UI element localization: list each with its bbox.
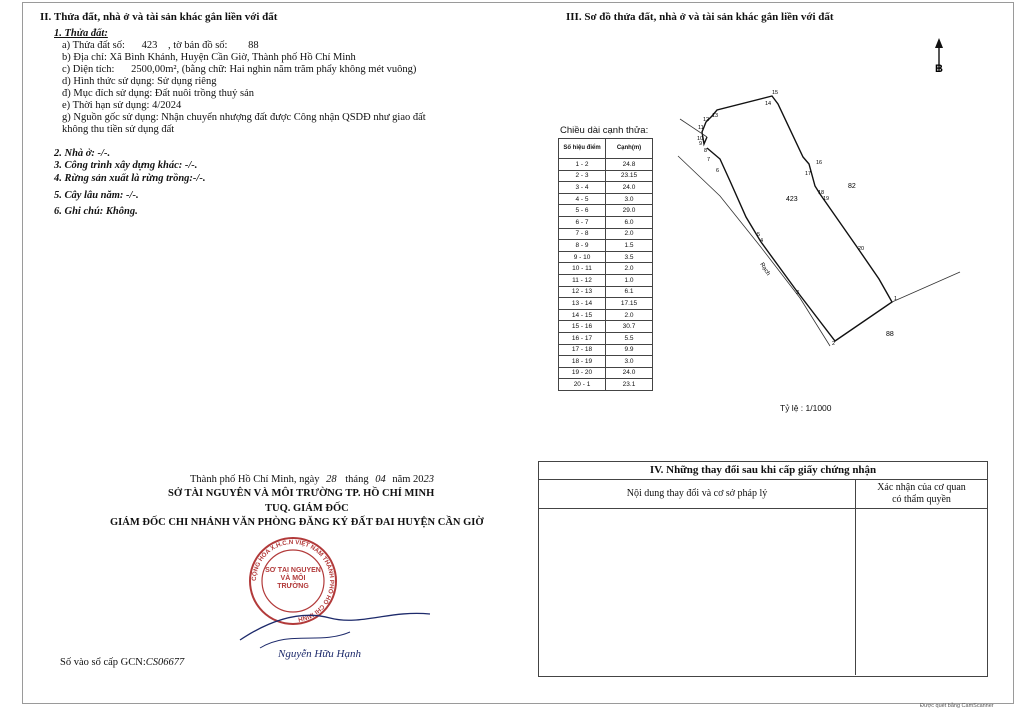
- seal-ring-text: CỘNG HÒA X.H.C.N VIỆT NAM THÀNH PHỐ HỒ CHÍ MINH: [250, 538, 336, 623]
- edge-row: [559, 344, 653, 356]
- parcel-number-line: [62, 40, 259, 52]
- seal-center-text: SỞ TÀI NGUYÊN VÀ MÔI TRƯỜNG: [265, 567, 321, 590]
- edge-points-cell: 5 - 6: [559, 205, 606, 217]
- edges-title: Chiều dài cạnh thửa:: [560, 125, 649, 136]
- point-label: 1: [894, 296, 898, 302]
- usage-term-line: e) Thời hạn sử dụng: 4/2024: [62, 100, 182, 111]
- edge-points-cell: 1 - 2: [559, 159, 606, 171]
- scale-label: Tỷ lệ : 1/1000: [780, 403, 832, 413]
- edge-row: [559, 216, 653, 228]
- changes-box: [538, 461, 988, 677]
- edge-length-cell: 6.0: [606, 216, 653, 228]
- registry-value: CS06677: [145, 657, 185, 668]
- edge-row: [559, 367, 653, 379]
- edge-length-cell: 2.0: [606, 309, 653, 321]
- edge-row: [559, 193, 653, 205]
- edge-points-cell: 10 - 11: [559, 263, 606, 275]
- edge-length-cell: 23.15: [606, 170, 653, 182]
- point-label: 20: [858, 246, 865, 252]
- edge-row: [559, 170, 653, 182]
- edge-length-cell: 1.5: [606, 240, 653, 252]
- changes-header-row: [539, 480, 987, 509]
- date-prefix: Thành phố Hồ Chí Minh, ngày: [190, 474, 320, 485]
- origin-line-2: không thu tiền sử dụng đất: [62, 124, 175, 135]
- point-label: 12: [703, 117, 710, 123]
- usage-form-line: d) Hình thức sử dụng: Sử dụng riêng: [62, 76, 217, 87]
- edge-points-cell: 9 - 10: [559, 251, 606, 263]
- date-month-label: tháng: [345, 474, 369, 485]
- date-month: 04: [375, 474, 386, 485]
- point-label: 17: [805, 171, 812, 177]
- edge-row: [559, 309, 653, 321]
- area-value: 2500,00m², (bằng chữ: Hai nghìn năm trăm phẩy không mét vuông): [131, 64, 417, 75]
- confirm-header-line1: Xác nhận của cơ quan: [877, 482, 966, 493]
- edge-points-cell: 8 - 9: [559, 240, 606, 252]
- edge-row: [559, 356, 653, 368]
- edge-points-cell: 20 - 1: [559, 379, 606, 391]
- edge-length-cell: 3.0: [606, 193, 653, 205]
- edge-length-cell: 9.9: [606, 344, 653, 356]
- item4-forest: 4. Rừng sản xuất là rừng trồng:-/-.: [54, 173, 206, 184]
- item1-title: 1. Thửa đất:: [54, 28, 108, 39]
- edge-row: [559, 251, 653, 263]
- edge-row: [559, 298, 653, 310]
- edge-row: [559, 332, 653, 344]
- origin-line-1: g) Nguồn gốc sử dụng: Nhận chuyển nhượng đất được Công nhận QSDĐ như giao đất: [62, 112, 426, 123]
- parcel-diagram: [660, 36, 990, 376]
- date-year-label: năm 20: [392, 474, 424, 485]
- point-label: 16: [816, 160, 823, 166]
- edge-row: [559, 286, 653, 298]
- edge-row: [559, 321, 653, 333]
- edge-points-cell: 6 - 7: [559, 216, 606, 228]
- changes-col-confirm-header: [856, 480, 987, 508]
- registry-number-line: [60, 657, 184, 669]
- edge-length-cell: 2.0: [606, 263, 653, 275]
- edge-points-cell: 12 - 13: [559, 286, 606, 298]
- point-label: 19: [823, 196, 830, 202]
- changes-title: IV. Những thay đổi sau khi cấp giấy chứng nhận: [539, 462, 987, 480]
- edge-points-cell: 19 - 20: [559, 367, 606, 379]
- area-label: c) Diện tích:: [62, 64, 115, 75]
- edge-length-cell: 3.0: [606, 356, 653, 368]
- date-year: 23: [423, 474, 435, 485]
- edge-length-cell: 6.1: [606, 286, 653, 298]
- point-label: 2: [832, 341, 836, 347]
- edge-length-cell: 23.1: [606, 379, 653, 391]
- north-label: B: [935, 63, 943, 75]
- edge-lengths-table: [558, 138, 653, 391]
- item3-constructions: 3. Công trình xây dựng khác: -/-.: [54, 160, 198, 171]
- edge-length-cell: 30.7: [606, 321, 653, 333]
- edge-length-cell: 17.15: [606, 298, 653, 310]
- changes-body: [539, 509, 987, 675]
- point-label: 13: [712, 113, 719, 119]
- edge-length-cell: 3.5: [606, 251, 653, 263]
- point-label: 14: [765, 101, 772, 107]
- edge-row: [559, 274, 653, 286]
- item6-note: 6. Ghi chú: Không.: [54, 206, 138, 217]
- changes-col-content-header: Nội dung thay đổi và cơ sở pháp lý: [539, 480, 856, 508]
- point-label: 4: [760, 238, 764, 244]
- parcel-label: 423: [786, 196, 798, 203]
- edge-length-cell: 5.5: [606, 332, 653, 344]
- edge-points-cell: 3 - 4: [559, 182, 606, 194]
- item2-house: 2. Nhà ở: -/-.: [54, 148, 111, 159]
- edge-points-cell: 2 - 3: [559, 170, 606, 182]
- point-label: 6: [716, 168, 720, 174]
- issue-date: [190, 474, 434, 486]
- edge-length-cell: 1.0: [606, 274, 653, 286]
- edge-length-cell: 24.0: [606, 182, 653, 194]
- canal-label: Rạch: [758, 261, 771, 277]
- section-iii-title: III. Sơ đồ thửa đất, nhà ở và tài sản khác gắn liền với đất: [566, 11, 834, 23]
- edge-row: [559, 182, 653, 194]
- edge-row: [559, 379, 653, 391]
- edge-length-cell: 29.0: [606, 205, 653, 217]
- edge-points-cell: 11 - 12: [559, 274, 606, 286]
- edge-points-cell: 15 - 16: [559, 321, 606, 333]
- edge-points-cell: 17 - 18: [559, 344, 606, 356]
- authority-name: SỞ TÀI NGUYÊN VÀ MÔI TRƯỜNG TP. HỒ CHÍ MINH: [168, 488, 435, 499]
- point-labels: [697, 90, 897, 347]
- point-label: 18: [818, 190, 825, 196]
- section-ii-title: II. Thửa đất, nhà ở và tài sản khác gắn liền với đất: [40, 11, 278, 23]
- registry-label: Số vào sổ cấp GCN:: [60, 657, 146, 668]
- col-point-header: Số hiệu điểm: [559, 139, 606, 159]
- confirm-header-line2: có thẩm quyền: [892, 494, 951, 505]
- usage-purpose-line: đ) Mục đích sử dụng: Đất nuôi trồng thuỷ sản: [62, 88, 255, 99]
- canal-line: [678, 156, 830, 346]
- edge-points-cell: 7 - 8: [559, 228, 606, 240]
- address-line: b) Địa chỉ: Xã Bình Khánh, Huyện Cần Giờ, Thành phố Hồ Chí Minh: [62, 52, 356, 63]
- edge-length-cell: 24.0: [606, 367, 653, 379]
- col-length-header: Cạnh(m): [606, 139, 653, 159]
- edge-points-cell: 14 - 15: [559, 309, 606, 321]
- edge-length-cell: 2.0: [606, 228, 653, 240]
- changes-content-cell: [539, 509, 856, 675]
- edge-points-cell: 4 - 5: [559, 193, 606, 205]
- scanner-watermark: Được quét bằng CamScanner: [920, 703, 994, 709]
- item5-perennial: 5. Cây lâu năm: -/-.: [54, 190, 139, 201]
- signer-title: GIÁM ĐỐC CHI NHÁNH VĂN PHÒNG ĐĂNG KÝ ĐẤT ĐAI HUYỆN CẦN GIỜ: [110, 517, 484, 528]
- point-label: 5: [757, 232, 761, 238]
- map-sheet-label: , tờ bản đồ số:: [167, 40, 228, 51]
- parcel-number-label: a) Thửa đất số:: [62, 40, 125, 51]
- parcel-outline: [702, 96, 892, 341]
- neighbor-82-label: 82: [848, 183, 856, 190]
- edge-points-cell: 16 - 17: [559, 332, 606, 344]
- signer-name: Nguyễn Hữu Hạnh: [278, 648, 361, 660]
- point-label: 9: [699, 141, 703, 147]
- point-label: 10: [697, 136, 704, 142]
- point-label: 7: [707, 157, 711, 163]
- map-sheet-value: 88: [248, 40, 259, 51]
- boundary-line-right: [892, 272, 960, 302]
- edge-row: [559, 228, 653, 240]
- parcel-number-value: 423: [141, 40, 158, 51]
- edge-row: [559, 205, 653, 217]
- point-label: 11: [698, 125, 704, 131]
- edge-row: [559, 159, 653, 171]
- neighbor-88-label: 88: [886, 331, 894, 338]
- edge-points-cell: 13 - 14: [559, 298, 606, 310]
- edge-length-cell: 24.8: [606, 159, 653, 171]
- edge-row: [559, 240, 653, 252]
- point-label: 8: [704, 148, 708, 154]
- edge-row: [559, 263, 653, 275]
- edge-points-cell: 18 - 19: [559, 356, 606, 368]
- point-label: 15: [772, 90, 779, 96]
- area-line: [62, 64, 416, 76]
- point-label: 3: [796, 290, 800, 296]
- authorization-line: TUQ. GIÁM ĐỐC: [265, 503, 349, 514]
- date-day: 28: [326, 474, 337, 485]
